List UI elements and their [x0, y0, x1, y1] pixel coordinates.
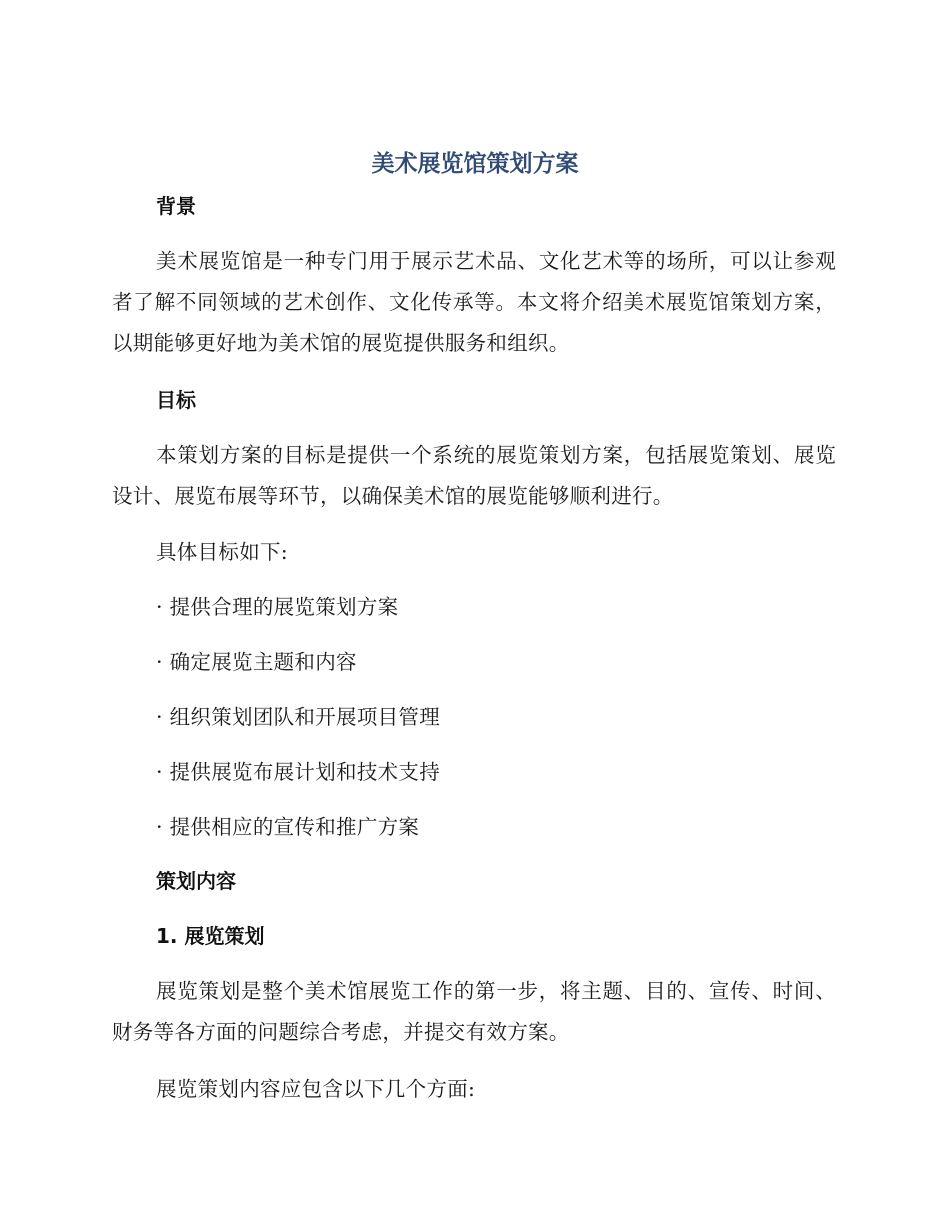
content-intro: 展览策划内容应包含以下几个方面: — [156, 1077, 476, 1101]
list-item: · 提供展览布展计划和技术支持 — [156, 760, 441, 784]
page-title: 美术展览馆策划方案 — [371, 151, 579, 177]
list-item: · 组织策划团队和开展项目管理 — [156, 705, 441, 729]
list-item: · 提供合理的展览策划方案 — [156, 595, 399, 619]
heading-goals: 目标 — [156, 388, 196, 412]
list-item: · 确定展览主题和内容 — [156, 650, 357, 674]
subheading-exhibition-planning: 1. 展览策划 — [156, 924, 265, 948]
heading-content: 策划内容 — [156, 869, 236, 893]
list-item: · 提供相应的宣传和推广方案 — [156, 815, 420, 839]
paragraph-goals: 本策划方案的目标是提供一个系统的展览策划方案，包括展览策划、展览设计、展览布展等环节，以确保美术馆的展览能够顺利进行。 — [112, 443, 836, 508]
paragraph-background: 美术展览馆是一种专门用于展示艺术品、文化艺术等的场所，可以让参观者了解不同领域的艺术创作、文化传承等。本文将介绍美术展览馆策划方案，以期能够更好地为美术馆的展览提供服务和组织。 — [112, 249, 836, 355]
goals-intro: 具体目标如下: — [156, 540, 289, 564]
heading-background: 背景 — [156, 194, 196, 218]
paragraph-exhibition-planning: 展览策划是整个美术馆展览工作的第一步，将主题、目的、宣传、时间、财务等各方面的问题综合考虑，并提交有效方案。 — [112, 979, 836, 1044]
